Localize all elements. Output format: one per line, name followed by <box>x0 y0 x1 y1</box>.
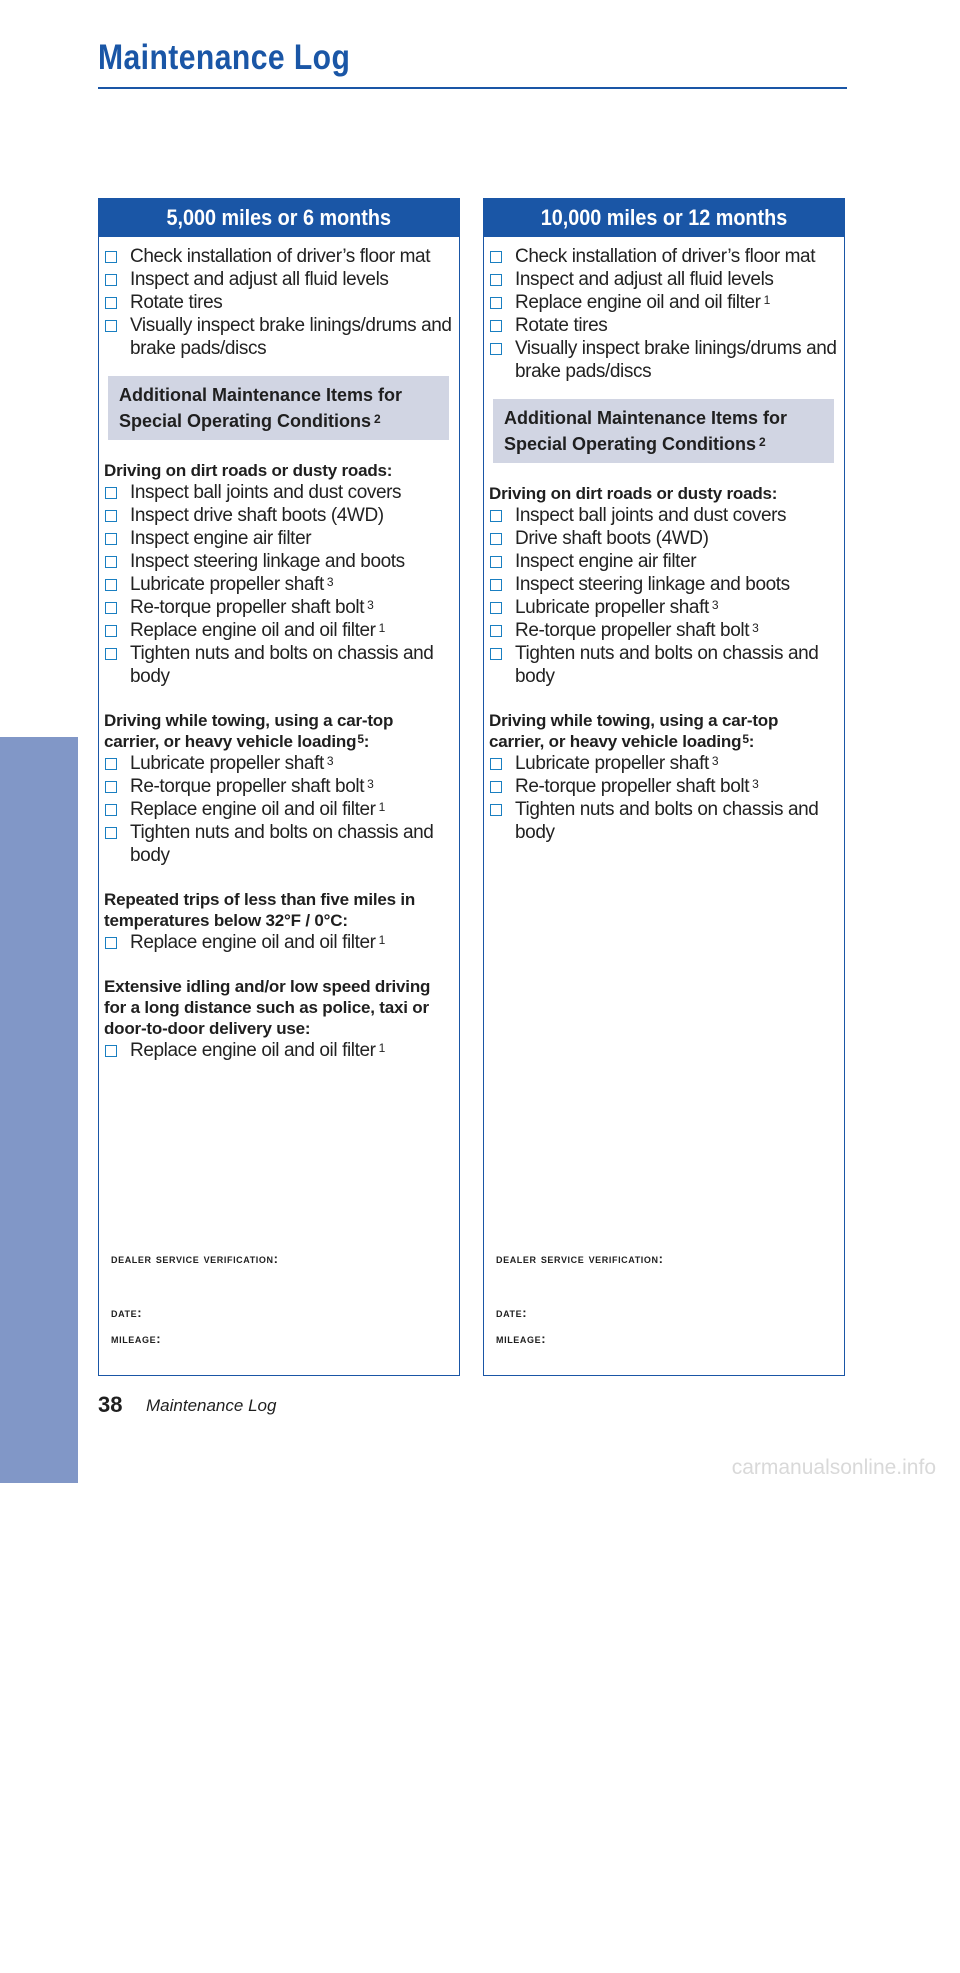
condition-sections <box>489 483 838 844</box>
checklist-item-text: Replace engine oil and oil filter <box>130 932 376 953</box>
column-body <box>484 237 844 844</box>
log-column-10000 <box>483 198 845 1376</box>
checklist-item-text: Visually inspect brake linings/drums and <box>515 338 837 359</box>
date-label: date: <box>111 1305 143 1320</box>
checkbox-icon[interactable] <box>490 533 502 545</box>
checklist-item-text: Re-torque propeller shaft bolt <box>130 776 365 797</box>
checklist-item-text: Rotate tires <box>130 292 223 313</box>
checklist-item-text: Inspect and adjust all fluid levels <box>130 269 389 290</box>
condition-heading: Driving on dirt roads or dusty roads: <box>104 461 393 480</box>
checklist-item-text: Drive shaft boots (4WD) <box>515 528 709 549</box>
checklist-item-text: Replace engine oil and oil filter <box>515 292 761 313</box>
checkbox-icon[interactable] <box>490 510 502 522</box>
footnote-ref: 1 <box>378 621 385 635</box>
checkbox-icon[interactable] <box>490 274 502 286</box>
additional-heading-line2: Special Operating Conditions $^2$ <box>504 434 766 454</box>
checklist-item-text: Lubricate propeller shaft <box>130 753 324 774</box>
condition-heading: Driving on dirt roads or dusty roads: <box>489 484 778 503</box>
checklist-item-text: Check installation of driver’s floor mat <box>515 246 816 267</box>
checklist-item <box>104 291 453 314</box>
checklist-item-text: Visually inspect brake linings/drums and <box>130 315 452 336</box>
checklist-item <box>104 550 453 573</box>
dealer-verification <box>111 1245 411 1375</box>
footnote-ref: 3 <box>711 754 719 768</box>
checklist-item <box>489 337 838 383</box>
checkbox-icon[interactable] <box>105 510 117 522</box>
checkbox-icon[interactable] <box>105 937 117 949</box>
checklist-item-text: Replace engine oil and oil filter <box>130 799 376 820</box>
top-items <box>104 245 453 360</box>
page-number: 38 <box>98 1392 123 1417</box>
checklist-item-text: Re-torque propeller shaft bolt <box>515 620 750 641</box>
checklist-item-text: Lubricate propeller shaft <box>515 753 709 774</box>
checkbox-icon[interactable] <box>105 251 117 263</box>
checklist-item-text: Tighten nuts and bolts on chassis and <box>515 799 819 820</box>
section-side-tab <box>0 737 78 1973</box>
footnote-ref: 3 <box>711 598 719 612</box>
checklist-item <box>104 504 453 527</box>
checkbox-icon[interactable] <box>490 804 502 816</box>
checkbox-icon[interactable] <box>105 579 117 591</box>
checklist-item <box>104 752 453 775</box>
footnote-ref: 5 <box>357 732 364 746</box>
checklist-item <box>489 619 838 642</box>
column-body <box>99 237 459 1062</box>
footnote-ref: 1 <box>378 1041 385 1055</box>
checklist-item <box>104 821 453 867</box>
checklist-item-text: Inspect ball joints and dust covers <box>130 482 402 503</box>
checkbox-icon[interactable] <box>490 343 502 355</box>
checkbox-icon[interactable] <box>105 648 117 660</box>
checklist-item-text: Inspect and adjust all fluid levels <box>515 269 774 290</box>
checklist-item-text: Inspect drive shaft boots (4WD) <box>130 505 384 526</box>
title-divider <box>98 87 847 89</box>
checkbox-icon[interactable] <box>490 556 502 568</box>
checkbox-icon[interactable] <box>105 1045 117 1057</box>
checkbox-icon[interactable] <box>490 602 502 614</box>
checkbox-icon[interactable] <box>105 804 117 816</box>
checkbox-icon[interactable] <box>490 625 502 637</box>
checklist-item-text: Inspect steering linkage and boots <box>515 574 790 595</box>
checklist-item-text: Inspect ball joints and dust covers <box>515 505 787 526</box>
log-column-5000 <box>98 198 460 1376</box>
checklist-item-text: Re-torque propeller shaft bolt <box>515 776 750 797</box>
footnote-ref: 1 <box>763 293 770 307</box>
checklist-item-continuation: brake pads/discs <box>515 361 652 382</box>
checklist-item <box>489 504 838 527</box>
checklist-item <box>104 573 453 596</box>
checklist-item <box>489 291 838 314</box>
checklist-item <box>489 752 838 775</box>
checklist-item <box>489 550 838 573</box>
checkbox-icon[interactable] <box>105 556 117 568</box>
checklist-item-text: Check installation of driver’s floor mat <box>130 246 431 267</box>
footnote-ref: 3 <box>367 777 374 791</box>
condition-heading: Repeated trips of less than five miles in temperatures below 32°F / 0°C: <box>104 890 416 930</box>
checklist-item-text: Replace engine oil and oil filter <box>130 1040 376 1061</box>
footnote-ref: 5 <box>742 732 749 746</box>
checkbox-icon[interactable] <box>490 320 502 332</box>
checkbox-icon[interactable] <box>490 758 502 770</box>
checklist-item-text: Tighten nuts and bolts on chassis and <box>130 822 434 843</box>
checklist-item <box>104 314 453 360</box>
column-header-text: 5,000 miles or 6 months <box>166 205 392 230</box>
footnote-ref: 3 <box>367 598 374 612</box>
checklist-item <box>489 314 838 337</box>
checklist-item <box>489 596 838 619</box>
checkbox-icon[interactable] <box>490 297 502 309</box>
watermark: carmanualsonline.info <box>731 1456 936 1479</box>
condition-heading: Driving while towing, using a car-top carrier, or heavy vehicle loading$^5$: <box>489 711 779 751</box>
checklist-item <box>104 642 453 688</box>
checklist-item <box>104 245 453 268</box>
checklist-item <box>489 798 838 844</box>
checkbox-icon[interactable] <box>105 827 117 839</box>
condition-sections <box>104 460 453 1062</box>
mileage-label: mileage: <box>111 1331 162 1346</box>
additional-heading-line2: Special Operating Conditions $^2$ <box>119 411 381 431</box>
checklist-item-text: Tighten nuts and bolts on chassis and <box>515 643 819 664</box>
footnote-ref: 1 <box>378 933 385 947</box>
checklist-item-continuation: body <box>130 666 170 687</box>
checklist-item <box>104 527 453 550</box>
checkbox-icon[interactable] <box>490 781 502 793</box>
checkbox-icon[interactable] <box>105 602 117 614</box>
column-header-text: 10,000 miles or 12 months <box>540 205 788 230</box>
dealer-verification <box>496 1245 796 1375</box>
checkbox-icon[interactable] <box>105 320 117 332</box>
footer-label: Maintenance Log <box>146 1396 277 1415</box>
checklist-item <box>104 596 453 619</box>
checklist-item <box>104 931 453 954</box>
footnote-ref: 3 <box>752 777 759 791</box>
checklist-item <box>489 775 838 798</box>
footnote-ref: 3 <box>752 621 759 635</box>
checklist-item-continuation: brake pads/discs <box>130 338 267 359</box>
condition-heading: Driving while towing, using a car-top carrier, or heavy vehicle loading$^5$: <box>104 711 394 751</box>
checklist-item <box>104 775 453 798</box>
side-tab-label: MAINTENANCE <box>22 1721 57 1973</box>
checkbox-icon[interactable] <box>105 274 117 286</box>
checklist-item-text: Rotate tires <box>515 315 608 336</box>
checklist-item <box>104 481 453 504</box>
dealer-service-verification-label: dealer service verification: <box>496 1251 664 1266</box>
checklist-item-text: Lubricate propeller shaft <box>130 574 324 595</box>
checklist-item-text: Replace engine oil and oil filter <box>130 620 376 641</box>
checklist-item-text: Inspect steering linkage and boots <box>130 551 405 572</box>
column-header <box>484 199 844 237</box>
checklist-item <box>104 1039 453 1062</box>
checklist-item <box>489 268 838 291</box>
condition-heading: Extensive idling and/or low speed driving for a long distance such as police, taxi or door-to-door delivery use: <box>104 977 431 1038</box>
checkbox-icon[interactable] <box>105 297 117 309</box>
checklist-item-continuation: body <box>515 822 555 843</box>
checklist-item-continuation: body <box>130 845 170 866</box>
checklist-item <box>104 619 453 642</box>
checklist-item-text: Tighten nuts and bolts on chassis and <box>130 643 434 664</box>
checklist-item <box>489 642 838 688</box>
top-items <box>489 245 838 383</box>
additional-items-heading <box>108 376 449 440</box>
checkbox-icon[interactable] <box>490 579 502 591</box>
checklist-item-text: Re-torque propeller shaft bolt <box>130 597 365 618</box>
checkbox-icon[interactable] <box>490 251 502 263</box>
checklist-item <box>489 573 838 596</box>
checkbox-icon[interactable] <box>105 533 117 545</box>
dealer-service-verification-label: dealer service verification: <box>111 1251 279 1266</box>
date-label: date: <box>496 1305 528 1320</box>
mileage-label: mileage: <box>496 1331 547 1346</box>
additional-items-heading <box>493 399 834 463</box>
page-title: Maintenance Log <box>98 38 351 77</box>
checkbox-icon[interactable] <box>105 487 117 499</box>
checkbox-icon[interactable] <box>490 648 502 660</box>
checklist-item-text: Inspect engine air filter <box>515 551 697 572</box>
checkbox-icon[interactable] <box>105 625 117 637</box>
checklist-item <box>489 245 838 268</box>
checklist-item-text: Lubricate propeller shaft <box>515 597 709 618</box>
additional-heading-line1: Additional Maintenance Items for <box>119 385 403 405</box>
checklist-item-continuation: body <box>515 666 555 687</box>
checklist-item <box>104 798 453 821</box>
column-header <box>99 199 459 237</box>
checkbox-icon[interactable] <box>105 758 117 770</box>
footnote-ref: 3 <box>326 754 334 768</box>
additional-heading-line1: Additional Maintenance Items for <box>504 408 788 428</box>
footnote-ref: 1 <box>378 800 385 814</box>
footnote-ref: 3 <box>326 575 334 589</box>
checkbox-icon[interactable] <box>105 781 117 793</box>
checklist-item <box>104 268 453 291</box>
checklist-item-text: Inspect engine air filter <box>130 528 312 549</box>
checklist-item <box>489 527 838 550</box>
